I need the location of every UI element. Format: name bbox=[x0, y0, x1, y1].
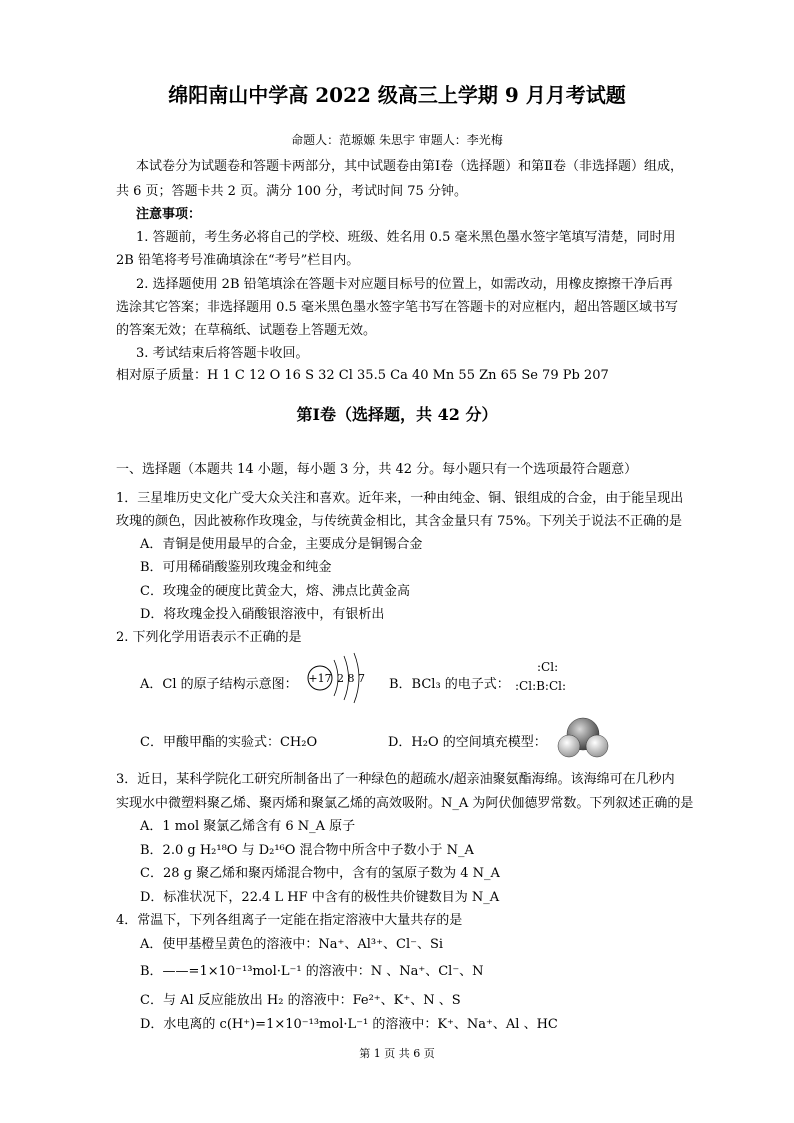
q3-option-b: B．2.0 g H₂¹⁸O 与 D₂¹⁶O 混合物中所含中子数小于 N_A bbox=[140, 843, 474, 858]
cl-atom-structure-diagram bbox=[306, 652, 376, 704]
page-title: 绵阳南山中学高 2022 级高三上学期 9 月月考试题 bbox=[168, 83, 626, 107]
cl-nucleus-label: +17 bbox=[308, 672, 332, 685]
q1-stem-line-2: 玫瑰的颜色，因此被称作玫瑰金，与传统黄金相比，其含金量只有 75%。下列关于说法不正确的是 bbox=[116, 514, 683, 529]
bcl3-electron-mid: :Cl:B:Cl: bbox=[515, 679, 567, 693]
q3-option-c: C．28 g 聚乙烯和聚丙烯混合物中，含有的氢原子数为 4 N_A bbox=[140, 866, 500, 881]
q3-stem-line-2: 实现水中微塑料聚乙烯、聚丙烯和聚氯乙烯的高效吸附。N_A 为阿伏伽德罗常数。下列叙述正确的是 bbox=[116, 796, 694, 811]
q1-option-b: B．可用稀硝酸鉴别玫瑰金和纯金 bbox=[140, 560, 332, 575]
q1-stem-line-1: 1．三星堆历史文化广受大众关注和喜欢。近年来，一种由纯金、铜、银组成的合金，由于能呈现出 bbox=[116, 491, 684, 506]
notice-line-4: 选涂其它答案；非选择题用 0.5 毫米黑色墨水签字笔书写在答题卡的对应框内，超出答题区域书写 bbox=[116, 300, 678, 315]
intro-line-1: 本试卷分为试题卷和答题卡两部分，其中试题卷由第Ⅰ卷（选择题）和第Ⅱ卷（非选择题）组成， bbox=[136, 159, 683, 174]
atomic-mass-line: 相对原子质量：H 1 C 12 O 16 S 32 Cl 35.5 Ca 40 Mn 55 Zn 65 Se 79 Pb 207 bbox=[116, 368, 609, 383]
q2-option-a: A．Cl 的原子结构示意图： bbox=[140, 677, 298, 692]
notice-line-6: 3. 考试结束后将答题卡收回。 bbox=[136, 346, 309, 361]
q3-option-d: D．标准状况下，22.4 L HF 中含有的极性共价键数目为 N_A bbox=[140, 890, 500, 905]
q3-option-a: A．1 mol 聚氯乙烯含有 6 N_A 原子 bbox=[140, 819, 356, 834]
notice-line-1: 1. 答题前，考生务必将自己的学校、班级、姓名用 0.5 毫米黑色墨水签字笔填写清楚，同时用 bbox=[136, 230, 676, 245]
q2-option-d: D．H₂O 的空间填充模型： bbox=[388, 735, 547, 750]
q4-stem: 4．常温下，下列各组离子一定能在指定溶液中大量共存的是 bbox=[116, 913, 463, 928]
q1-option-c: C．玫瑰金的硬度比黄金大，熔、沸点比黄金高 bbox=[140, 584, 410, 599]
q4-option-d: D．水电离的 c(H⁺)=1×10⁻¹³mol·L⁻¹ 的溶液中：K⁺、Na⁺、Al 、HC bbox=[140, 1017, 558, 1032]
intro-line-2: 共 6 页；答题卡共 2 页。满分 100 分，考试时间 75 分钟。 bbox=[116, 184, 467, 199]
authors-line: 命题人：范塬嫄 朱思宇 审题人：李光梅 bbox=[291, 133, 503, 147]
cl-shell-electrons: 2 8 7 bbox=[337, 672, 365, 685]
q1-option-d: D．将玫瑰金投入硝酸银溶液中，有银析出 bbox=[140, 607, 385, 622]
q1-option-a: A．青铜是使用最早的合金，主要成分是铜锡合金 bbox=[140, 537, 423, 552]
notice-line-5: 的答案无效；在草稿纸、试题卷上答题无效。 bbox=[116, 323, 377, 338]
bcl3-electron-top: :Cl: bbox=[537, 660, 559, 674]
q3-stem-line-1: 3．近日，某科学院化工研究所制备出了一种绿色的超疏水/超亲油聚氨酯海绵。该海绵可在几秒内 bbox=[116, 772, 675, 787]
q2-option-b: B．BCl₃ 的电子式： bbox=[389, 677, 510, 692]
page-footer: 第 1 页 共 6 页 bbox=[359, 1047, 435, 1060]
q2-stem: 2. 下列化学用语表示不正确的是 bbox=[116, 630, 302, 645]
section-title: 第Ⅰ卷（选择题，共 42 分） bbox=[296, 405, 498, 424]
q4-option-a: A．使甲基橙呈黄色的溶液中：Na⁺、Al³⁺、Cl⁻、Si bbox=[140, 937, 444, 952]
notice-line-3: 2. 选择题使用 2B 铅笔填涂在答题卡对应题目标号的位置上，如需改动，用橡皮擦擦干净后再 bbox=[136, 277, 673, 292]
q2-option-c: C．甲酸甲酯的实验式：CH₂O bbox=[140, 735, 318, 750]
notice-line-2: 2B 铅笔将考号准确填涂在“考号”栏目内。 bbox=[116, 253, 360, 268]
q4-option-c: C．与 Al 反应能放出 H₂ 的溶液中：Fe²⁺、K⁺、N 、S bbox=[140, 993, 461, 1008]
section-instructions: 一、选择题（本题共 14 小题，每小题 3 分，共 42 分。每小题只有一个选项最符合题意） bbox=[116, 462, 638, 477]
h2o-space-filling-model bbox=[557, 717, 609, 759]
q4-option-b: B．——=1×10⁻¹³mol·L⁻¹ 的溶液中：N 、Na⁺、Cl⁻、N bbox=[140, 964, 484, 979]
notice-heading: 注意事项： bbox=[136, 207, 202, 222]
